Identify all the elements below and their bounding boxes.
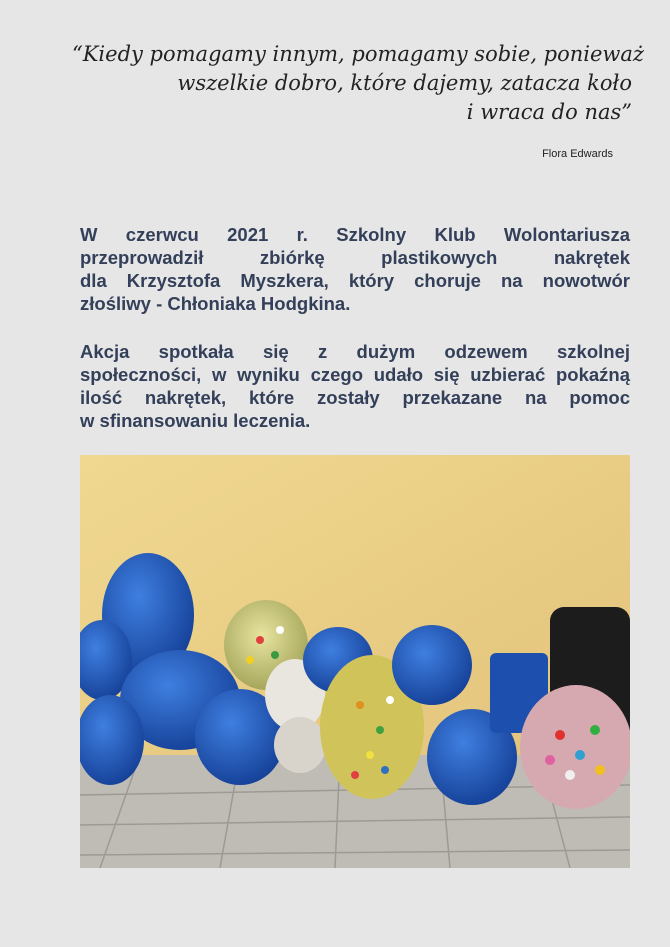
quote-line: wszelkie dobro, które dajemy, zatacza koło	[177, 71, 632, 95]
quote-author: Flora Edwards	[542, 148, 613, 160]
paragraph-line: dla Krzysztofa Myszkera, który choruje na nowotwór	[80, 270, 630, 291]
paragraph-line: Akcja spotkała się z dużym odzewem szkolnej	[80, 341, 630, 362]
paragraph-line: ilość nakrętek, które zostały przekazane na pomoc	[80, 387, 630, 408]
paragraph-line: społeczności, w wyniku czego udało się uzbierać pokaźną	[80, 364, 630, 385]
quote	[72, 40, 644, 127]
bag-colorful-caps	[520, 685, 630, 809]
photo-collected-caps	[80, 455, 630, 868]
paragraph-line: w sfinansowaniu leczenia.	[80, 410, 311, 431]
quote-line: i wraca do nas”	[466, 100, 632, 124]
bag-blue	[392, 625, 472, 705]
paragraph-line: złośliwy - Chłoniaka Hodgkina.	[80, 293, 351, 314]
paragraph-line: W czerwcu 2021 r. Szkolny Klub Wolontariusza	[80, 224, 630, 245]
bag-white	[274, 717, 326, 773]
paragraph-response-info	[80, 340, 630, 432]
paragraph-collection-info	[80, 223, 630, 315]
paragraph-line: przeprowadził zbiórkę plastikowych nakrętek	[80, 247, 630, 268]
quote-line: “Kiedy pomagamy innym, pomagamy sobie, ponieważ	[72, 42, 644, 66]
